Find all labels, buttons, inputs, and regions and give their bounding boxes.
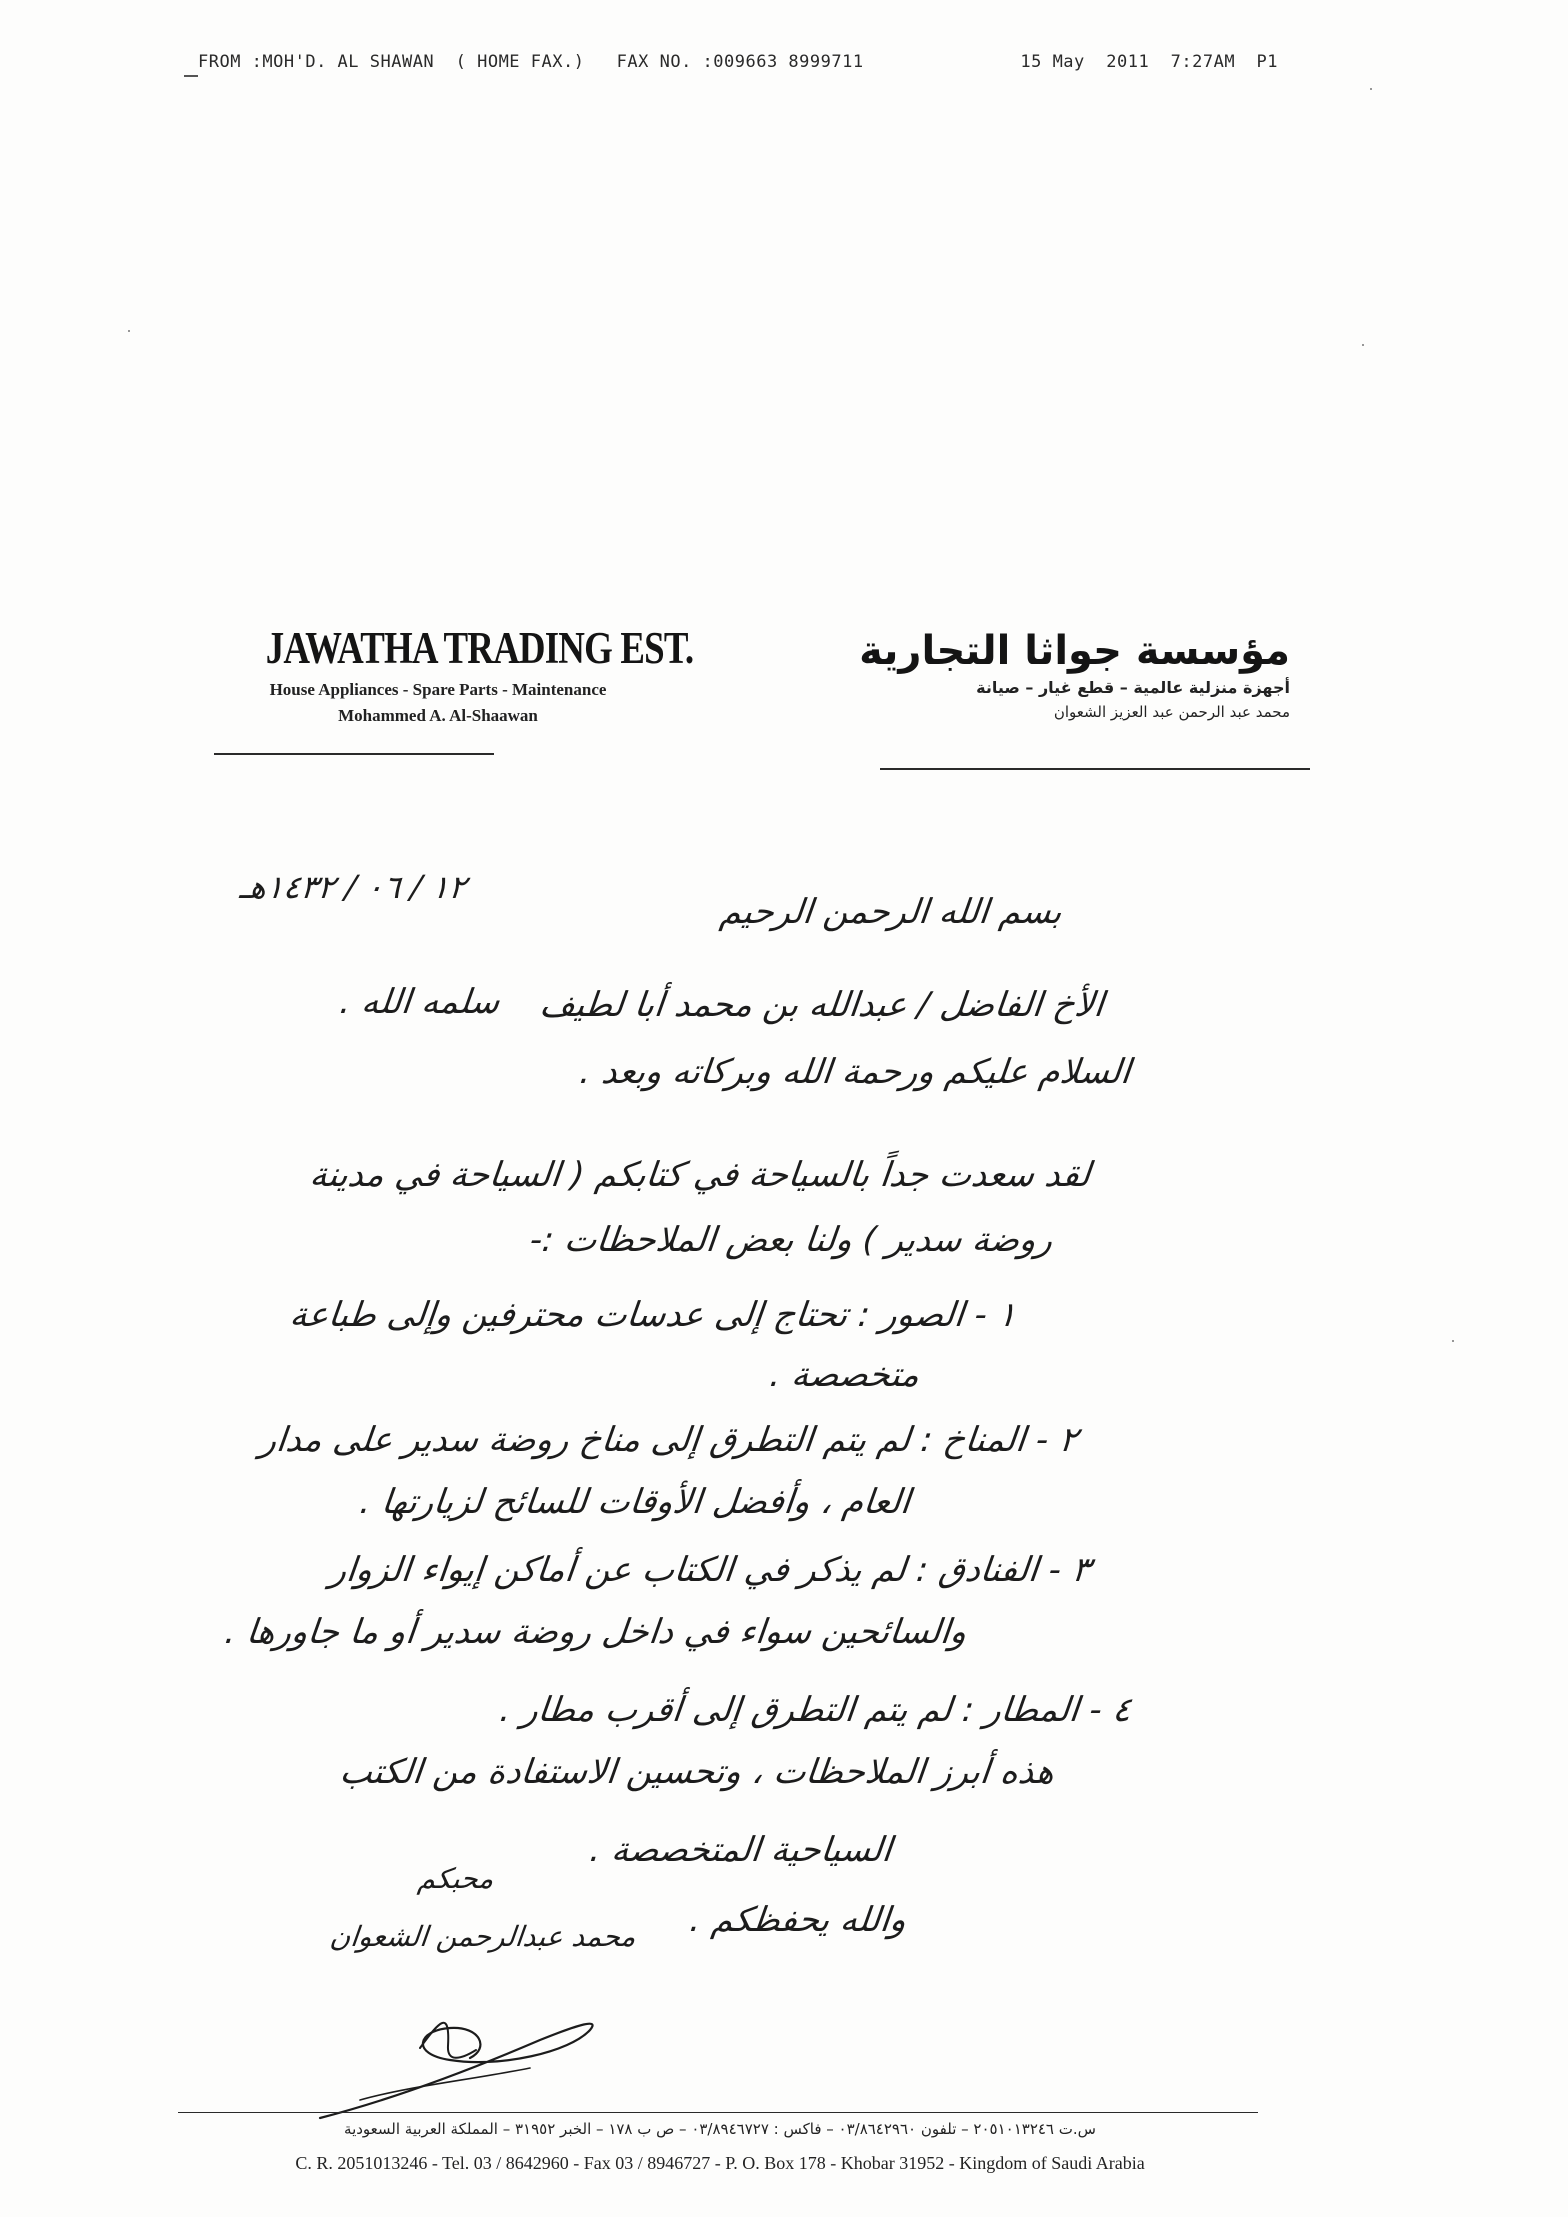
letter-greeting: السلام عليكم ورحمة الله وبركاته وبعد . xyxy=(577,1052,1133,1092)
letter-item-4: ٤ - المطار : لم يتم التطرق إلى أقرب مطار . xyxy=(497,1690,1134,1730)
letter-signer-name: محمد عبدالرحمن الشعوان xyxy=(328,1920,638,1953)
scan-speck xyxy=(1452,1340,1454,1342)
letterhead-divider-left xyxy=(214,753,494,755)
letter-closing-line: هذه أبرز الملاحظات ، وتحسين الاستفادة من الكتب xyxy=(337,1752,1057,1792)
letter-yours: محبكم xyxy=(416,1862,496,1895)
fax-header xyxy=(198,52,1278,72)
letterhead-divider-right xyxy=(880,768,1310,770)
letter-item-2-continued: العام ، وأفضل الأوقات للسائح لزيارتها . xyxy=(357,1482,913,1522)
company-owner-en: Mohammed A. Al-Shaawan xyxy=(338,706,538,725)
letter-date: ١٢ / ٠٦ / ١٤٣٢هـ xyxy=(238,868,468,906)
letter-paragraph-line: لقد سعدت جداً بالسياحة في كتابكم ( السياحة في مدينة xyxy=(307,1155,1093,1195)
scan-speck xyxy=(1362,344,1364,346)
company-tagline-en: House Appliances - Spare Parts - Maintenance xyxy=(269,680,607,699)
handwritten-signature xyxy=(300,1990,620,2130)
letter-paragraph-line: روضة سدير ) ولنا بعض الملاحظات :- xyxy=(527,1220,1055,1260)
letter-farewell: والله يحفظكم . xyxy=(687,1900,909,1940)
fax-sender: FROM :MOH'D. AL SHAWAN ( HOME FAX.) FAX NO. :009663 8999711 xyxy=(198,52,864,72)
scan-speck xyxy=(1370,88,1372,90)
letterhead-english xyxy=(228,622,694,726)
footer-english: C. R. 2051013246 - Tel. 03 / 8642960 - Fax 03 / 8946727 - P. O. Box 178 - Khobar 31952 - Kingdom of Saudi Arabia xyxy=(295,2153,1145,2173)
footer-divider xyxy=(178,2112,1258,2113)
letter-item-1-continued: متخصصة . xyxy=(767,1355,922,1395)
company-name-en: JAWATHA TRADING EST. xyxy=(265,623,694,673)
letterhead-arabic xyxy=(859,628,1290,721)
fax-timestamp: 15 May 2011 7:27AM P1 xyxy=(1020,52,1278,72)
letter-honorific: سلمه الله . xyxy=(337,982,502,1022)
footer-arabic: س.ت ٢٠٥١٠١٣٢٤٦ – تلفون ٠٣/٨٦٤٢٩٦٠ – فاكس : ٠٣/٨٩٤٦٧٢٧ – ص ب ١٧٨ – الخبر ٣١٩٥٢ – المملكة العربية السعودية xyxy=(344,2120,1096,2138)
fax-edge-mark xyxy=(184,75,198,77)
letter-item-3: ٣ - الفنادق : لم يذكر في الكتاب عن أماكن إيواء الزوار xyxy=(327,1550,1093,1590)
letter-addressee: الأخ الفاضل / عبدالله بن محمد أبا لطيف xyxy=(537,985,1106,1025)
letter-item-2: ٢ - المناخ : لم يتم التطرق إلى مناخ روضة سدير على مدار xyxy=(257,1420,1080,1460)
scan-speck xyxy=(128,330,130,332)
company-tagline-ar: أجهزة منزلية عالمية – قطع غيار – صيانة xyxy=(976,678,1290,697)
letter-basmala: بسم الله الرحمن الرحيم xyxy=(717,892,1064,932)
company-owner-ar: محمد عبد الرحمن عبد العزيز الشعوان xyxy=(1053,703,1290,721)
letter-closing-line: السياحية المتخصصة . xyxy=(587,1830,894,1870)
letter-item-1: ١ - الصور : تحتاج إلى عدسات محترفين وإلى طباعة xyxy=(287,1295,1019,1335)
company-name-ar: مؤسسة جواثا التجارية xyxy=(859,628,1290,674)
letter-item-3-continued: والسائحين سواء في داخل روضة سدير أو ما جاورها . xyxy=(222,1612,969,1652)
